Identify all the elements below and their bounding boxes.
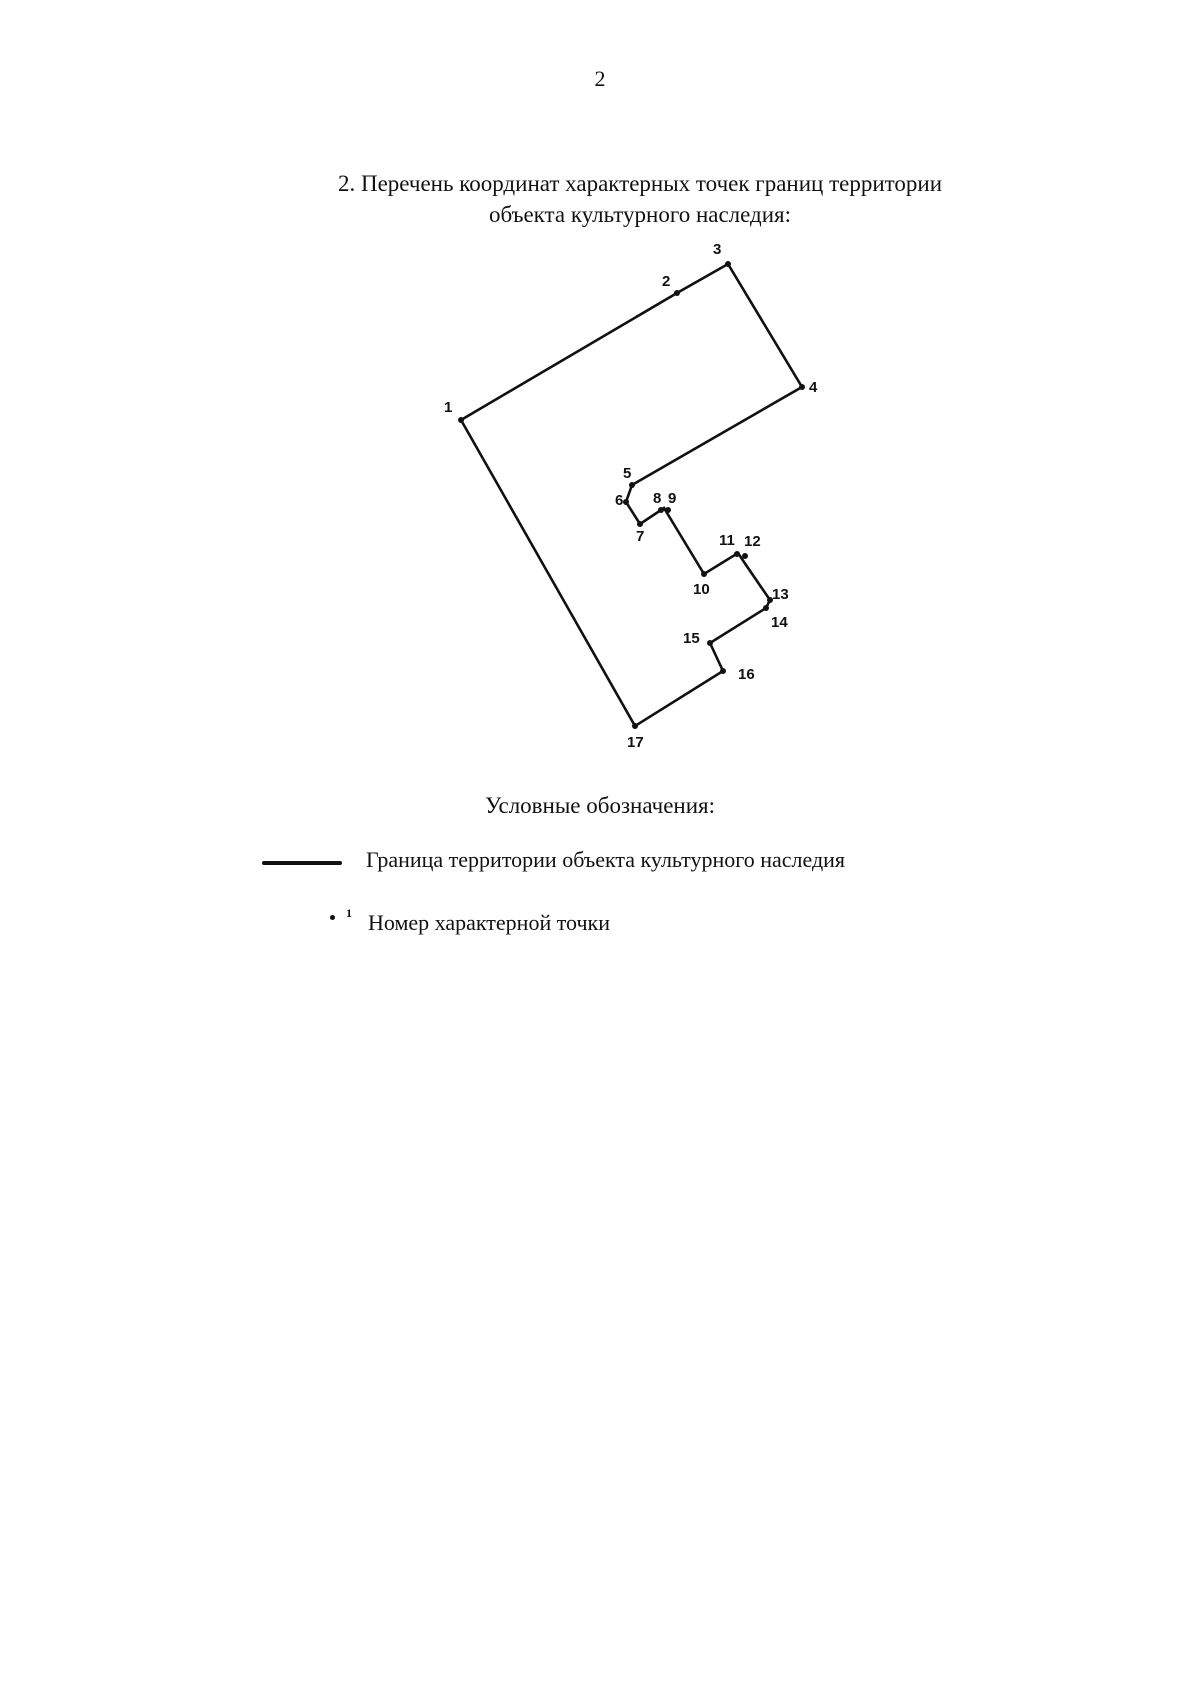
svg-text:9: 9 xyxy=(668,490,677,507)
vertex-5 xyxy=(623,465,635,488)
vertex-11 xyxy=(719,532,740,557)
vertex-4 xyxy=(799,379,818,396)
territory-boundary xyxy=(461,264,802,726)
vertex-7 xyxy=(636,521,644,545)
svg-text:6: 6 xyxy=(615,492,624,509)
svg-text:5: 5 xyxy=(623,465,632,482)
legend-boundary-label: Граница территории объекта культурного наследия xyxy=(366,847,846,872)
svg-text:7: 7 xyxy=(636,528,645,545)
vertex-3 xyxy=(713,241,731,267)
vertex-12 xyxy=(742,533,761,559)
vertex-14 xyxy=(763,605,788,631)
vertex-9 xyxy=(665,490,676,513)
vertex-17 xyxy=(627,723,644,751)
vertex-8 xyxy=(653,490,664,513)
legend-point-label: Номер характерной точки xyxy=(368,910,610,935)
vertex-16 xyxy=(720,666,755,683)
svg-text:11: 11 xyxy=(719,532,735,549)
boundary-line-sample xyxy=(262,861,342,865)
svg-text:14: 14 xyxy=(771,614,788,631)
heading-line-1: 2. Перечень координат характерных точек границ территории xyxy=(337,171,943,196)
point-symbol-number: 1 xyxy=(346,906,352,920)
svg-text:2: 2 xyxy=(662,273,671,290)
point-symbol-dot xyxy=(330,915,335,920)
svg-text:16: 16 xyxy=(738,666,755,683)
vertex-6 xyxy=(615,492,629,509)
vertex-2 xyxy=(662,273,680,296)
legend-title: Условные обозначения: xyxy=(484,793,716,818)
svg-text:15: 15 xyxy=(683,630,700,647)
vertex-13 xyxy=(767,586,789,603)
vertex-1 xyxy=(444,399,464,423)
vertex-15 xyxy=(683,630,713,647)
svg-text:12: 12 xyxy=(744,533,761,550)
vertex-10 xyxy=(693,571,710,598)
svg-text:3: 3 xyxy=(713,241,722,258)
svg-text:17: 17 xyxy=(627,734,644,751)
heading-line-2: объекта культурного наследия: xyxy=(488,202,792,227)
svg-text:4: 4 xyxy=(809,379,818,396)
svg-text:13: 13 xyxy=(772,586,789,603)
svg-text:1: 1 xyxy=(444,399,453,416)
svg-text:8: 8 xyxy=(653,490,662,507)
page-number: 2 xyxy=(594,66,606,91)
svg-text:10: 10 xyxy=(693,581,710,598)
